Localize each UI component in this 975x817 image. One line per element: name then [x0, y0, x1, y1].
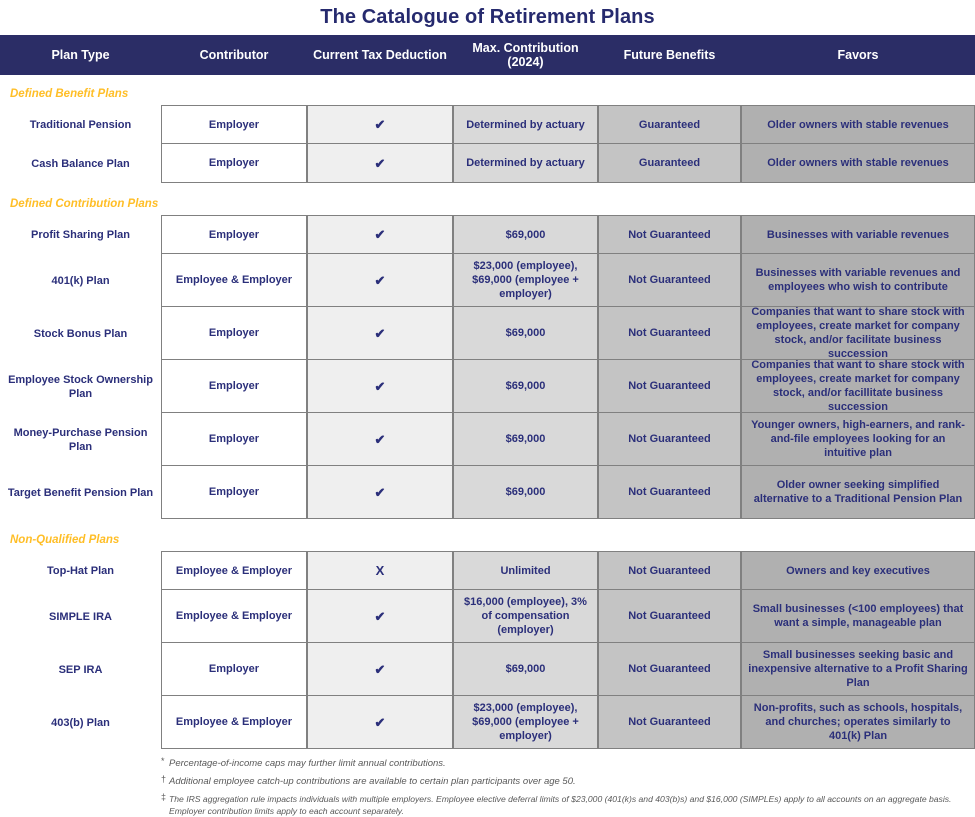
column-header-future-benefits: Future Benefits: [623, 48, 716, 62]
cell-tax-deduction: ✔: [307, 144, 453, 183]
cell-future-benefits: Not Guaranteed: [598, 215, 741, 254]
cell-plan-type: Profit Sharing Plan: [0, 215, 161, 254]
cell-contributor: Employee & Employer: [161, 254, 307, 307]
footnote-2: [161, 775, 975, 788]
column-header-contributor: Contributor: [199, 48, 269, 62]
cell-favors: Older owners with stable revenues: [741, 144, 975, 183]
footnote-text: Additional employee catch-up contributions are available to certain plan participants over age 50.: [169, 776, 576, 787]
footnote-marker: ‡: [161, 792, 167, 802]
table-row: [0, 413, 975, 466]
cell-contributor: Employer: [161, 105, 307, 144]
cell-favors: Owners and key executives: [741, 551, 975, 590]
cell-max-contribution: $69,000: [453, 413, 598, 466]
cell-tax-deduction: ✔: [307, 466, 453, 519]
column-header-plan-type: Plan Type: [51, 48, 110, 62]
cell-plan-type: SEP IRA: [0, 643, 161, 696]
cell-plan-type: Stock Bonus Plan: [0, 307, 161, 360]
cell-plan-type: Cash Balance Plan: [0, 144, 161, 183]
cell-favors: Companies that want to share stock with employees, create market for company stock, and/or facilitate business succession: [741, 307, 975, 360]
cell-future-benefits: Not Guaranteed: [598, 466, 741, 519]
footnote-text: Percentage-of-income caps may further limit annual contributions.: [169, 758, 446, 769]
cell-favors: Businesses with variable revenues and employees who wish to contribute: [741, 254, 975, 307]
cell-max-contribution: $69,000: [453, 466, 598, 519]
column-header-max-contribution-label: Max. Contribution: [472, 41, 579, 55]
cell-contributor: Employee & Employer: [161, 551, 307, 590]
column-header-max-contribution-year: (2024): [507, 55, 544, 69]
table-row: [0, 215, 975, 254]
cell-max-contribution: Unlimited: [453, 551, 598, 590]
cell-plan-type: Traditional Pension: [0, 105, 161, 144]
cell-favors: Younger owners, high-earners, and rank-and-file employees looking for an intuitive plan: [741, 413, 975, 466]
table-row: [0, 360, 975, 413]
cell-max-contribution: $69,000: [453, 643, 598, 696]
cell-favors: Non-profits, such as schools, hospitals, and churches; operates similarly to 401(k) Plan: [741, 696, 975, 749]
table-row: [0, 144, 975, 183]
table-row: [0, 643, 975, 696]
column-header-current-tax-deduction: Current Tax Deduction: [313, 48, 447, 62]
section-label: Defined Benefit Plans: [10, 88, 129, 100]
cell-tax-deduction: ✔: [307, 413, 453, 466]
footnotes-block: [0, 749, 975, 817]
cell-favors: Older owner seeking simplified alternative to a Traditional Pension Plan: [741, 466, 975, 519]
cell-favors: Businesses with variable revenues: [741, 215, 975, 254]
cell-contributor: Employer: [161, 144, 307, 183]
table-header-row: [0, 35, 975, 75]
cell-tax-deduction: ✔: [307, 590, 453, 643]
cell-contributor: Employer: [161, 643, 307, 696]
section-label: Defined Contribution Plans: [10, 198, 159, 210]
cell-max-contribution: $23,000 (employee), $69,000 (employee + employer): [453, 254, 598, 307]
cell-contributor: Employer: [161, 307, 307, 360]
cell-contributor: Employer: [161, 466, 307, 519]
cell-future-benefits: Not Guaranteed: [598, 413, 741, 466]
cell-future-benefits: Not Guaranteed: [598, 307, 741, 360]
cell-tax-deduction: ✔: [307, 215, 453, 254]
section-header-3: [0, 519, 975, 551]
cell-favors: Small businesses (<100 employees) that want a simple, manageable plan: [741, 590, 975, 643]
cell-tax-deduction: ✔: [307, 360, 453, 413]
table-body: [0, 75, 975, 749]
cell-tax-deduction: ✔: [307, 254, 453, 307]
cell-plan-type: Top-Hat Plan: [0, 551, 161, 590]
cell-future-benefits: Not Guaranteed: [598, 360, 741, 413]
cell-future-benefits: Not Guaranteed: [598, 643, 741, 696]
cell-max-contribution: $69,000: [453, 307, 598, 360]
footnote-marker: †: [161, 774, 167, 784]
cell-future-benefits: Not Guaranteed: [598, 551, 741, 590]
table-row: [0, 105, 975, 144]
page-title: The Catalogue of Retirement Plans: [320, 6, 655, 28]
section-header-2: [0, 183, 975, 215]
cell-future-benefits: Not Guaranteed: [598, 696, 741, 749]
cell-plan-type: SIMPLE IRA: [0, 590, 161, 643]
cell-contributor: Employer: [161, 360, 307, 413]
cell-favors: Older owners with stable revenues: [741, 105, 975, 144]
footnote-1: [161, 757, 975, 770]
cell-max-contribution: $69,000: [453, 360, 598, 413]
cell-contributor: Employee & Employer: [161, 696, 307, 749]
cell-tax-deduction: ✔: [307, 696, 453, 749]
column-header-max-contribution: [453, 41, 598, 69]
cell-tax-deduction: ✔: [307, 307, 453, 360]
cell-contributor: Employer: [161, 215, 307, 254]
table-row: [0, 466, 975, 519]
cell-plan-type: 401(k) Plan: [0, 254, 161, 307]
cell-tax-deduction: ✔: [307, 643, 453, 696]
section-label: Non-Qualified Plans: [10, 534, 120, 546]
cell-max-contribution: Determined by actuary: [453, 144, 598, 183]
cell-plan-type: Employee Stock Ownership Plan: [0, 360, 161, 413]
cell-plan-type: 403(b) Plan: [0, 696, 161, 749]
table-row: [0, 590, 975, 643]
cell-future-benefits: Guaranteed: [598, 144, 741, 183]
cell-contributor: Employer: [161, 413, 307, 466]
table-row: [0, 307, 975, 360]
cell-contributor: Employee & Employer: [161, 590, 307, 643]
column-header-favors: Favors: [837, 48, 879, 62]
cell-favors: Small businesses seeking basic and inexpensive alternative to a Profit Sharing Plan: [741, 643, 975, 696]
footnote-text: The IRS aggregation rule impacts individuals with multiple employers. Employee elective deferral limits of $23,000 (401(k)s and 403(b)s) and $16,000 (SIMPLEs) apply to all accounts on an aggregate basis. Employer contribution limits apply to each account separately.: [169, 794, 952, 816]
cell-max-contribution: $16,000 (employee), 3% of compensation (employer): [453, 590, 598, 643]
cell-future-benefits: Not Guaranteed: [598, 590, 741, 643]
cell-plan-type: Target Benefit Pension Plan: [0, 466, 161, 519]
cell-future-benefits: Not Guaranteed: [598, 254, 741, 307]
table-row: [0, 696, 975, 749]
cell-max-contribution: $23,000 (employee), $69,000 (employee + employer): [453, 696, 598, 749]
cell-future-benefits: Guaranteed: [598, 105, 741, 144]
cell-favors: Companies that want to share stock with employees, create market for company stock, and/or facillitate business succession: [741, 360, 975, 413]
cell-tax-deduction: ✔: [307, 105, 453, 144]
cell-tax-deduction: X: [307, 551, 453, 590]
section-header-1: [0, 75, 975, 105]
cell-max-contribution: $69,000: [453, 215, 598, 254]
table-row: [0, 254, 975, 307]
footnote-marker: *: [161, 756, 165, 766]
cell-plan-type: Money-Purchase Pension Plan: [0, 413, 161, 466]
cell-max-contribution: Determined by actuary: [453, 105, 598, 144]
table-row: [0, 551, 975, 590]
footnote-3: [161, 793, 975, 817]
